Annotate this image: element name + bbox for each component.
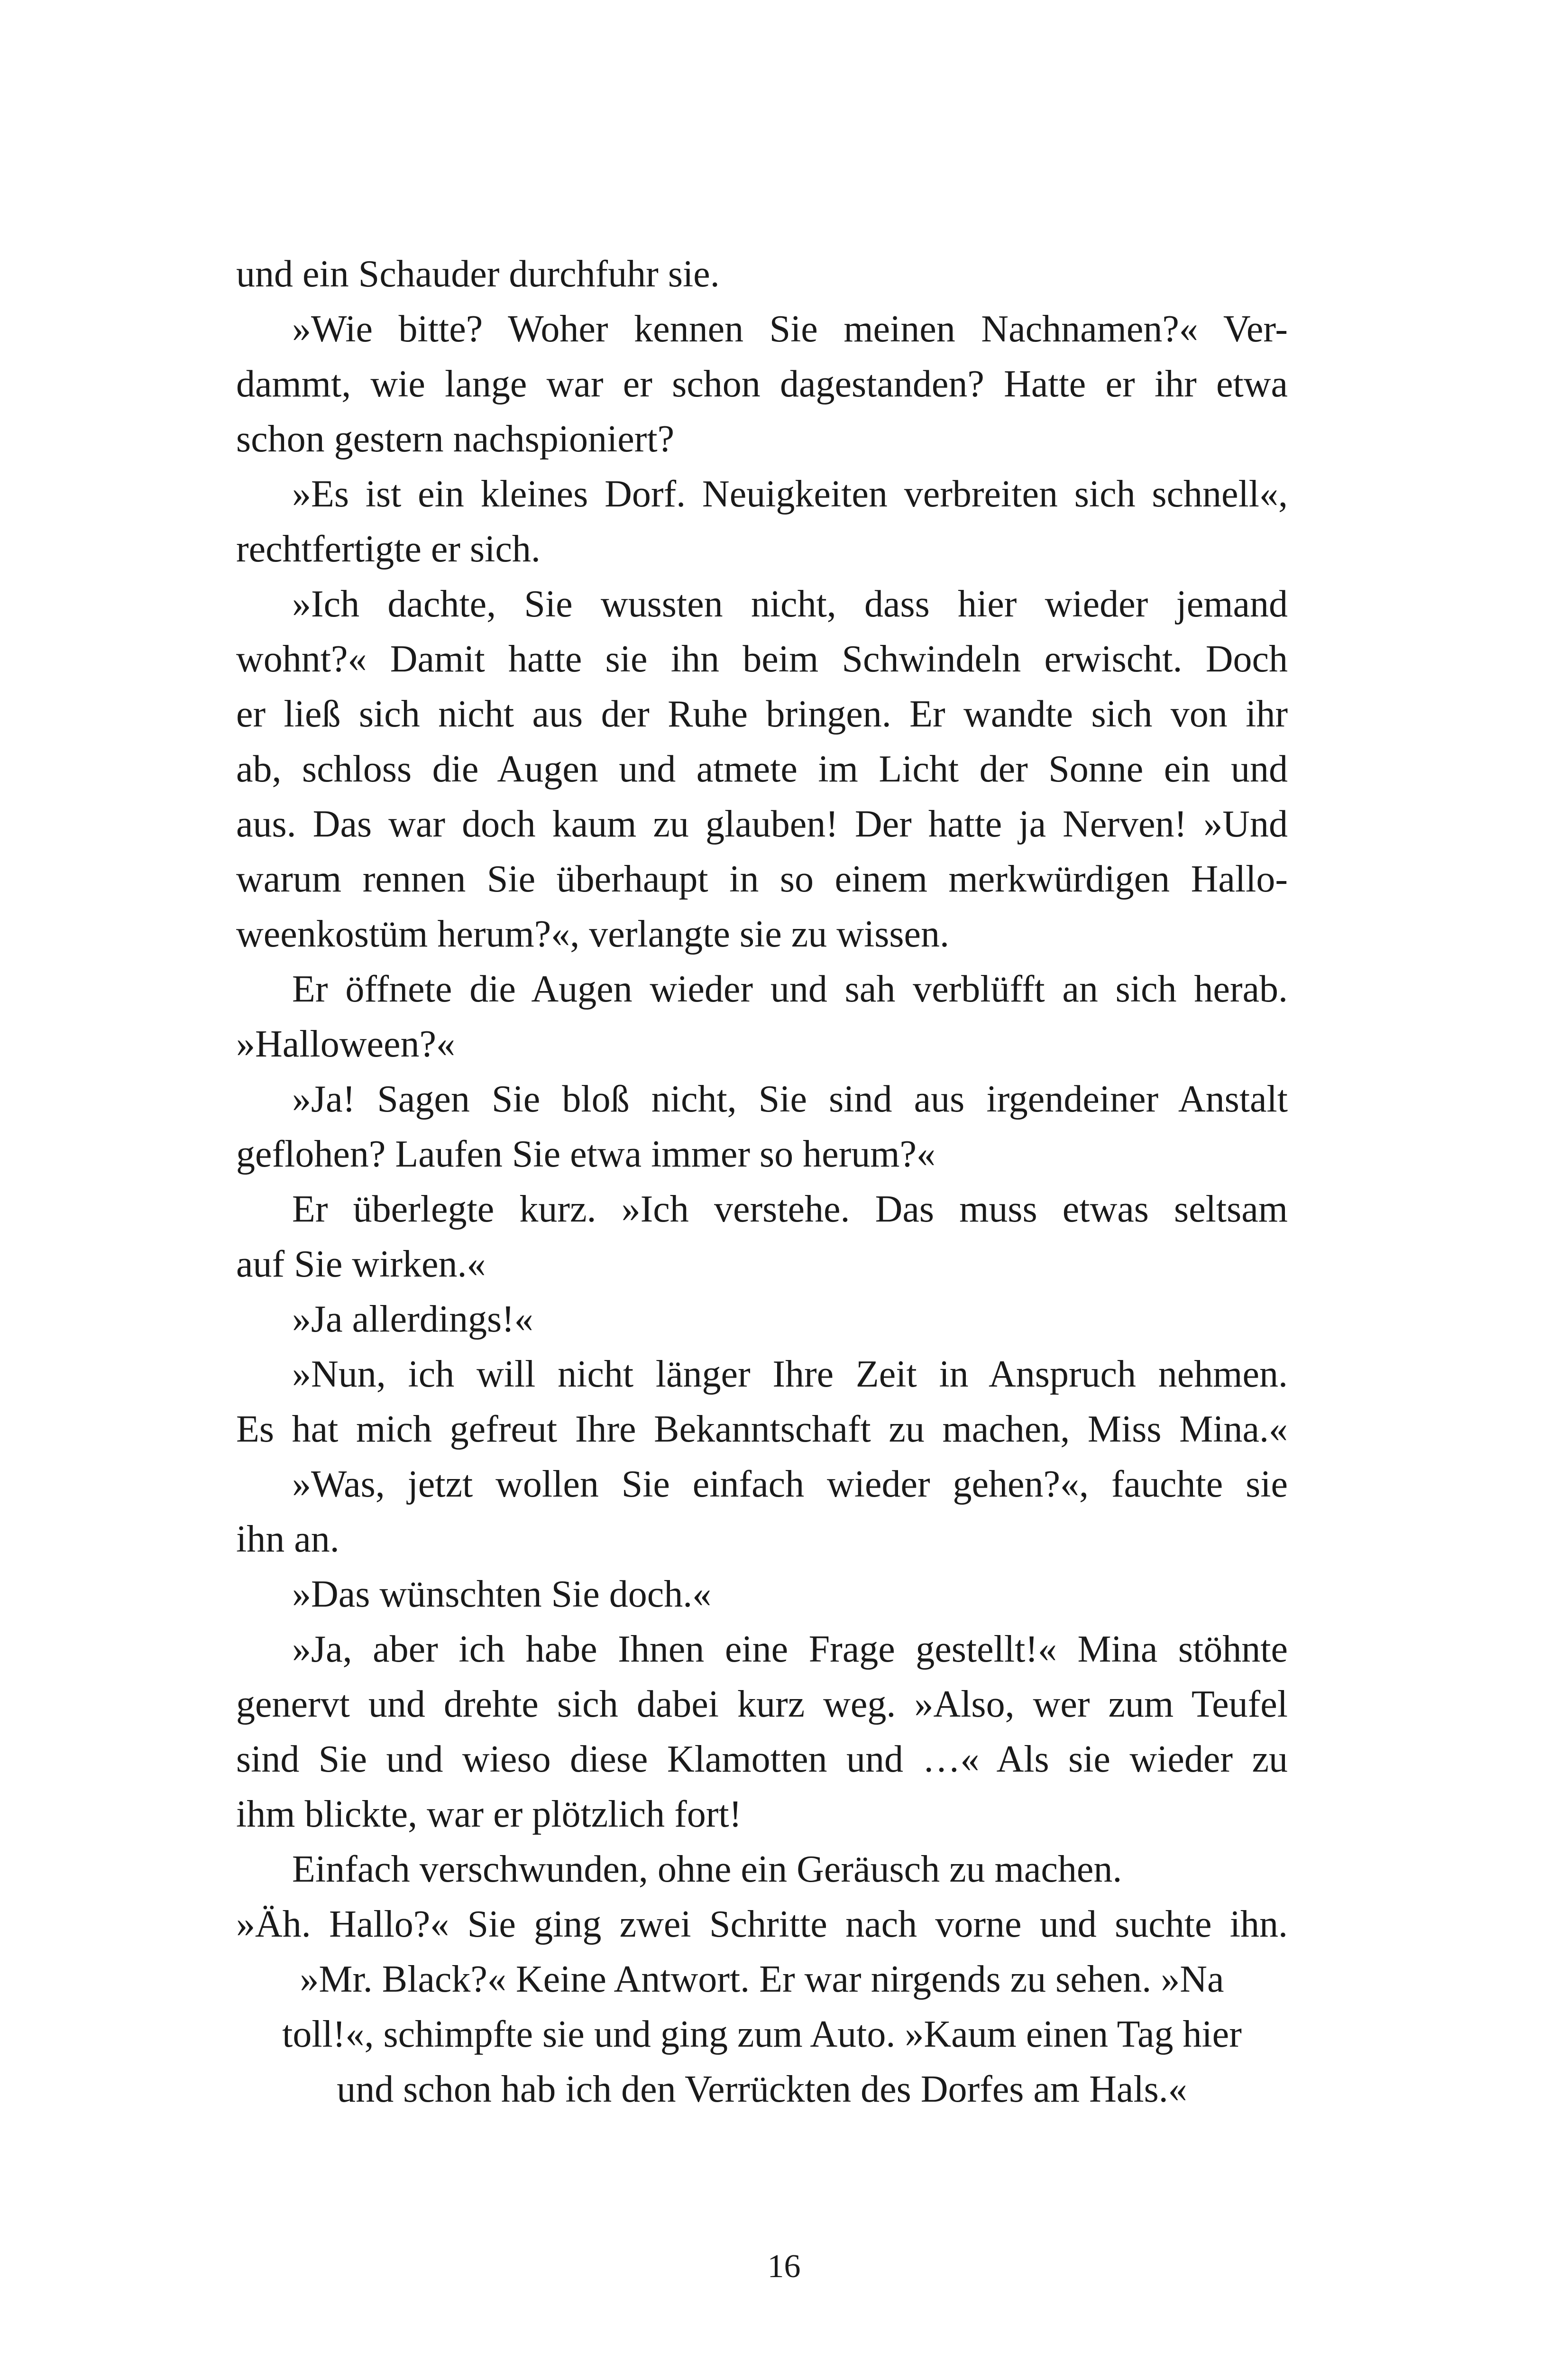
text-line: schon gestern nachspioniert? — [236, 418, 675, 460]
text-line: »Was, jetzt wollen Sie einfach wieder gehen?«, fauchte sie — [292, 1463, 1288, 1505]
body-text — [236, 247, 1288, 2117]
text-line: aus. Das war doch kaum zu glauben! Der hatte ja Nerven! »Und — [236, 803, 1288, 845]
text-line: geflohen? Laufen Sie etwa immer so herum?« — [236, 1133, 935, 1175]
text-line: »Mr. Black?« Keine Antwort. Er war nirgends zu sehen. »Na — [300, 1958, 1224, 2000]
text-line: »Ja! Sagen Sie bloß nicht, Sie sind aus irgendeiner Anstalt — [292, 1078, 1288, 1120]
text-line: ihm blickte, war er plötzlich fort! — [236, 1793, 742, 1835]
text-line: toll!«, schimpfte sie und ging zum Auto. »Kaum einen Tag hier — [282, 2013, 1242, 2055]
text-line: »Ja, aber ich habe Ihnen eine Frage gestellt!« Mina stöhnte — [292, 1628, 1288, 1670]
text-line: wohnt?« Damit hatte sie ihn beim Schwindeln erwischt. Doch — [236, 638, 1288, 680]
text-line: er ließ sich nicht aus der Ruhe bringen. Er wandte sich von ihr — [236, 693, 1288, 735]
text-line: Er öffnete die Augen wieder und sah verblüfft an sich herab. — [292, 968, 1288, 1010]
text-line: Es hat mich gefreut Ihre Bekanntschaft zu machen, Miss Mina.« — [236, 1408, 1288, 1450]
text-line: dammt, wie lange war er schon dagestanden? Hatte er ihr etwa — [236, 363, 1288, 405]
text-line: Er überlegte kurz. »Ich verstehe. Das muss etwas seltsam — [292, 1188, 1288, 1230]
text-line: und schon hab ich den Verrückten des Dorfes am Hals.« — [337, 2068, 1187, 2110]
text-line: »Äh. Hallo?« Sie ging zwei Schritte nach vorne und suchte ihn. — [236, 1903, 1288, 1945]
text-line: warum rennen Sie überhaupt in so einem merkwürdigen Hallo- — [236, 858, 1288, 900]
text-line: ab, schloss die Augen und atmete im Licht der Sonne ein und — [236, 748, 1288, 790]
text-line: »Nun, ich will nicht länger Ihre Zeit in Anspruch nehmen. — [292, 1353, 1288, 1395]
text-line: und ein Schauder durchfuhr sie. — [236, 253, 720, 295]
text-line: weenkostüm herum?«, verlangte sie zu wissen. — [236, 913, 950, 955]
text-line: rechtfertigte er sich. — [236, 528, 541, 570]
text-line: Einfach verschwunden, ohne ein Geräusch zu machen. — [292, 1848, 1122, 1890]
text-line: »Ja allerdings!« — [292, 1298, 533, 1340]
text-line: »Ich dachte, Sie wussten nicht, dass hier wieder jemand — [292, 583, 1288, 625]
page-number: 16 — [767, 2248, 801, 2285]
text-line: »Das wünschten Sie doch.« — [292, 1573, 712, 1615]
text-line: »Es ist ein kleines Dorf. Neuigkeiten verbreiten sich schnell«, — [292, 473, 1288, 515]
text-line: ihn an. — [236, 1518, 339, 1560]
text-line: »Wie bitte? Woher kennen Sie meinen Nachnamen?« Ver- — [292, 308, 1288, 350]
text-line: auf Sie wirken.« — [236, 1243, 486, 1285]
text-line: genervt und drehte sich dabei kurz weg. »Also, wer zum Teufel — [236, 1683, 1288, 1725]
text-line: »Halloween?« — [236, 1023, 456, 1065]
text-line: sind Sie und wieso diese Klamotten und …« Als sie wieder zu — [236, 1738, 1288, 1780]
